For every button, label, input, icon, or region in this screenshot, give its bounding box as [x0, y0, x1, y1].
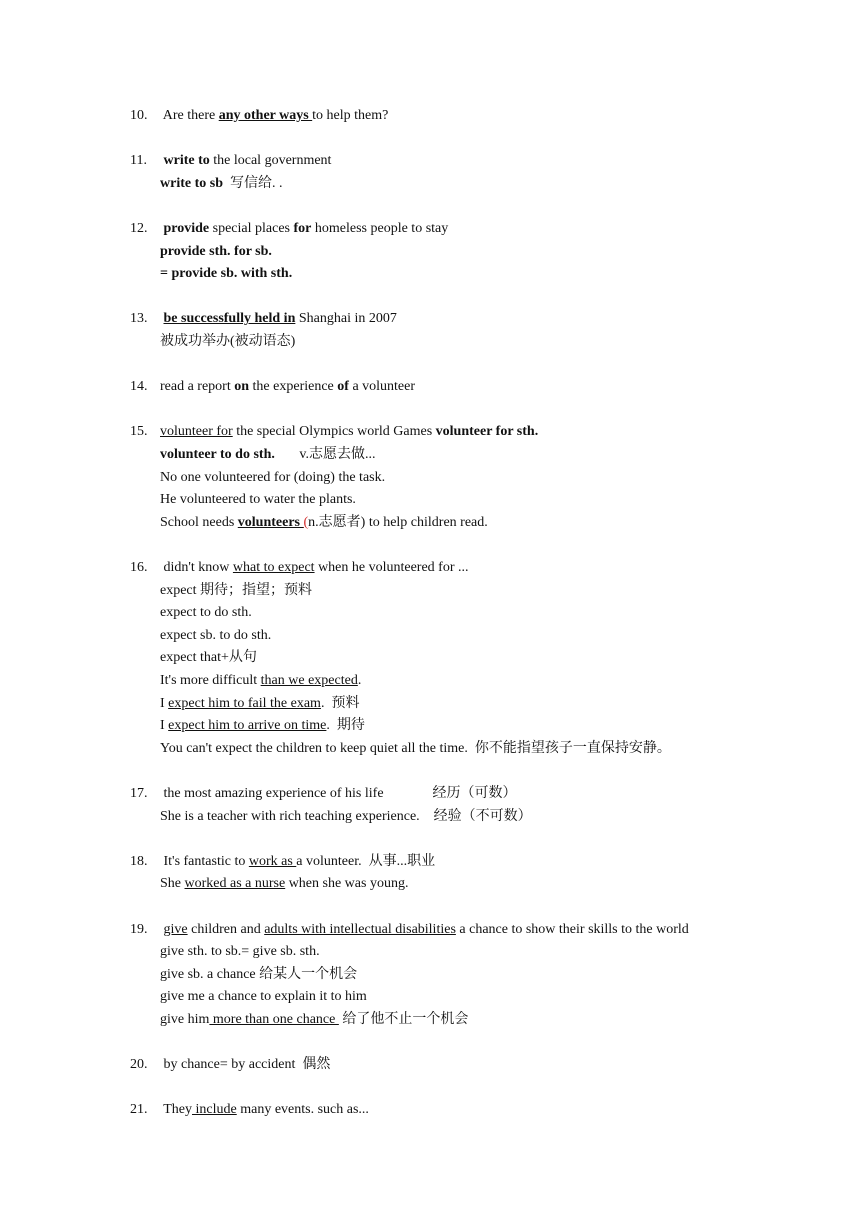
text-run: give sb. a chance 给某人一个机会	[160, 966, 358, 982]
text-run: what to expect	[232, 560, 315, 575]
text-run: children and	[187, 921, 265, 937]
item-number: 10.	[130, 108, 148, 123]
text-run: expect that+从句	[160, 650, 257, 666]
text-run: for	[293, 221, 312, 236]
text-run: a volunteer. 从事...职业	[296, 853, 436, 869]
text-run: It's fantastic to	[160, 853, 249, 869]
text-run: worked as a nurse	[184, 876, 286, 892]
text-run: on	[234, 379, 250, 395]
text-run: He volunteered to water the plants.	[160, 492, 356, 508]
item-line-main	[160, 852, 435, 872]
text-run: provide sth. for sb.	[160, 243, 272, 259]
item-line-note	[160, 716, 365, 736]
text-run: expect him to arrive on time	[168, 718, 327, 734]
text-run: n.志愿者) to help children read.	[308, 514, 488, 530]
text-run: expect 期待；指望；预料	[160, 582, 313, 598]
text-run: . 预料	[320, 695, 360, 711]
item-line-note	[160, 942, 320, 962]
text-run: the most amazing experience of his life 经历（可数）	[160, 786, 517, 801]
text-run: any other ways	[218, 108, 313, 123]
text-run: give sth. to sb.= give sb. sth.	[160, 944, 320, 960]
item-line-note	[160, 626, 271, 646]
text-run: than we expected	[260, 673, 358, 688]
text-run: a volunteer	[348, 379, 416, 395]
text-run: 给了他不止一个机会	[338, 1012, 469, 1027]
text-run: special places	[209, 221, 294, 236]
text-run: when she was young.	[285, 876, 409, 892]
item-line-main	[160, 309, 397, 329]
text-run: more than one chance	[209, 1012, 339, 1027]
item-line-note	[160, 807, 532, 827]
item-line-note	[160, 468, 385, 488]
text-run: the experience	[249, 379, 338, 395]
item-line-main	[160, 422, 538, 442]
item-line-note	[160, 603, 252, 623]
item-line-note	[160, 332, 295, 352]
item-line-note	[160, 174, 283, 194]
text-run: (	[303, 514, 309, 530]
text-run: She is a teacher with rich teaching experience. 经验（不可数）	[160, 808, 532, 824]
item-number: 13.	[130, 311, 148, 327]
text-run: . 期待	[326, 718, 365, 734]
text-run: give him	[160, 1012, 210, 1027]
text-run: homeless people to stay	[311, 221, 449, 236]
text-run: You can't expect the children to keep quiet all the time. 你不能指望孩子一直保持安静。	[160, 740, 671, 756]
item-number: 14.	[130, 379, 148, 395]
text-run: .	[357, 673, 362, 688]
item-line-main	[160, 920, 689, 940]
item-line-main	[160, 151, 331, 171]
text-run: the local government	[209, 153, 332, 169]
text-run: be successfully held in	[163, 311, 296, 327]
item-number: 11.	[130, 153, 147, 169]
item-number: 16.	[130, 560, 148, 575]
text-run: 被成功举办(被动语态)	[160, 334, 296, 349]
item-line-main	[160, 219, 448, 239]
item-number: 18.	[130, 853, 148, 869]
text-run: write to	[163, 153, 210, 169]
text-run: include	[192, 1102, 237, 1118]
item-line-note	[160, 445, 375, 465]
item-number: 12.	[130, 221, 148, 236]
text-run: volunteer for	[160, 424, 233, 440]
item-number: 21.	[130, 1102, 148, 1118]
text-run: I	[160, 718, 169, 734]
text-run: provide	[163, 221, 210, 236]
text-run: volunteer for sth.	[435, 424, 539, 440]
text-run: I	[160, 695, 169, 711]
item-line-note	[160, 648, 257, 668]
item-line-note	[160, 1010, 468, 1030]
item-line-note	[160, 490, 356, 510]
text-run: give me a chance to explain it to him	[160, 989, 367, 1005]
text-run: School needs	[160, 514, 238, 530]
item-line-note	[160, 264, 292, 284]
text-run: the special Olympics world Games	[232, 424, 436, 440]
item-line-main	[160, 1100, 369, 1120]
item-number: 15.	[130, 424, 148, 440]
text-run: adults with intellectual disabilities	[264, 921, 456, 937]
text-run: volunteer to do sth.	[160, 447, 275, 462]
item-line-main	[160, 1055, 330, 1075]
text-run: 写信给. .	[223, 175, 283, 191]
text-run: No one volunteered for (doing) the task.	[160, 469, 386, 485]
text-run: of	[337, 379, 349, 395]
text-run: v.志愿去做...	[274, 447, 376, 462]
item-line-note	[160, 965, 357, 985]
text-run: Shanghai in 2007	[295, 311, 397, 327]
text-run: when he volunteered for ...	[314, 560, 469, 575]
text-run: work as	[248, 853, 297, 869]
text-run: = provide sb. with sth.	[160, 266, 293, 282]
text-run: expect to do sth.	[160, 605, 252, 621]
item-line-main	[160, 784, 517, 804]
item-number: 17.	[130, 786, 148, 801]
item-line-main	[160, 377, 415, 397]
text-run: volunteers	[237, 514, 304, 530]
text-run: Are there	[160, 108, 219, 123]
item-line-main	[160, 106, 388, 126]
text-run: She	[160, 876, 185, 892]
text-run: many events. such as...	[236, 1102, 369, 1118]
text-run: They	[160, 1102, 193, 1118]
text-run: by chance= by accident 偶然	[160, 1057, 331, 1073]
item-line-note	[160, 581, 312, 601]
item-line-note	[160, 739, 671, 759]
text-run: read a report	[160, 379, 235, 395]
text-run: a chance to show their skills to the world	[455, 921, 689, 937]
item-number: 19.	[130, 921, 148, 937]
item-line-note	[160, 671, 361, 691]
item-line-note	[160, 987, 367, 1007]
text-run: to help them?	[312, 108, 389, 123]
item-number: 20.	[130, 1057, 148, 1073]
item-line-main	[160, 558, 469, 578]
item-line-note	[160, 242, 272, 262]
text-run: expect sb. to do sth.	[160, 627, 272, 643]
item-line-note	[160, 874, 408, 894]
text-run: It's more difficult	[160, 673, 261, 688]
text-run: expect him to fail the exam	[168, 695, 321, 711]
text-run: give	[163, 921, 188, 937]
item-line-note	[160, 694, 359, 714]
text-run: write to sb	[160, 175, 223, 191]
item-line-note	[160, 513, 488, 533]
text-run: didn't know	[160, 560, 233, 575]
